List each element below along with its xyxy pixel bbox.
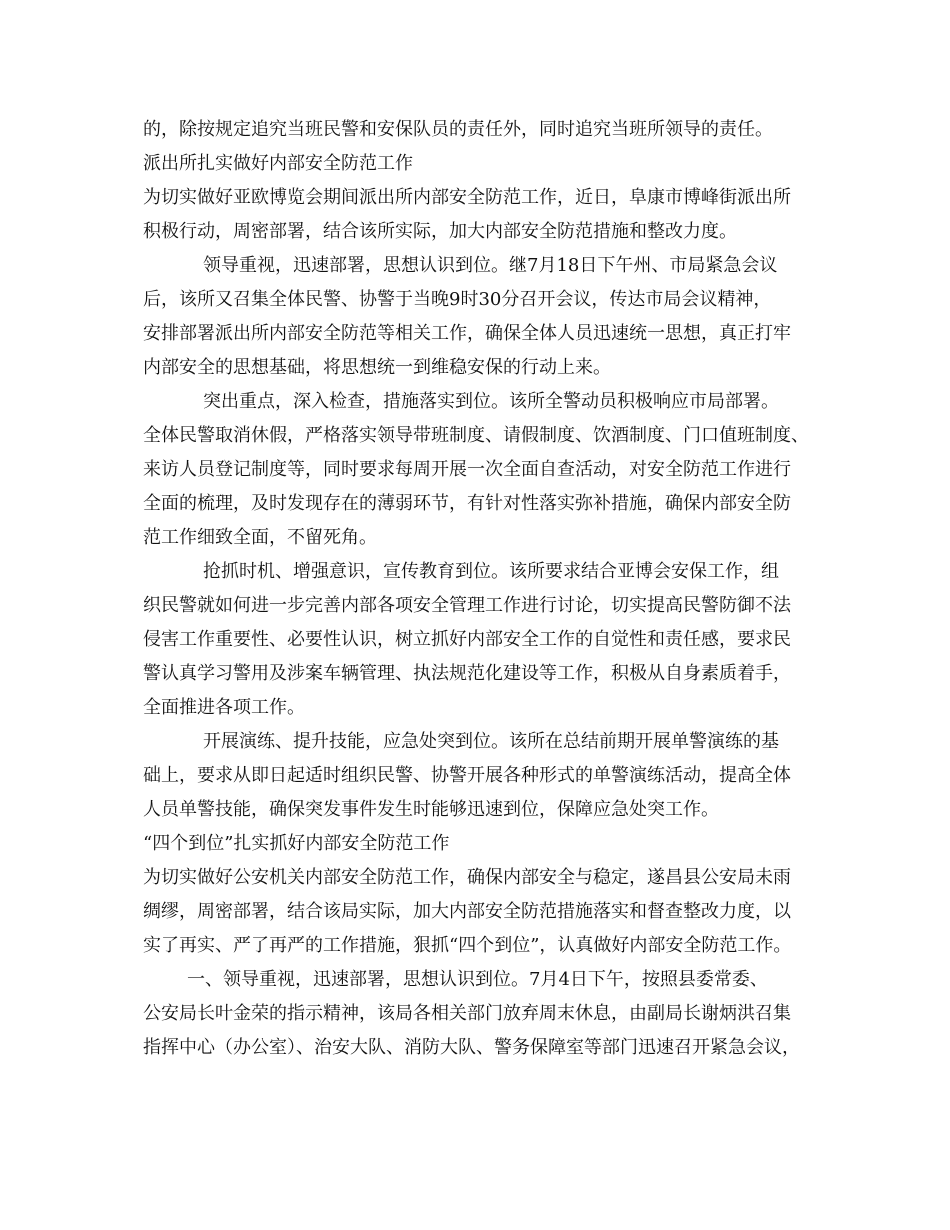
text-line: 全面推进各项工作。: [143, 697, 305, 718]
text-line: 积极行动，周密部署，结合该所实际，加大内部安全防范措施和整改力度。: [143, 221, 737, 242]
text-line: 织民警就如何进一步完善内部各项安全管理工作进行讨论，切实提高民警防御不法: [143, 595, 791, 616]
text-line: 为切实做好亚欧博览会期间派出所内部安全防范工作，近日，阜康市博峰街派出所: [143, 187, 791, 208]
text-line: 为切实做好公安机关内部安全防范工作，确保内部安全与稳定，遂昌县公安局未雨: [143, 867, 791, 888]
text-line: 领导重视，迅速部署，思想认识到位。继7月18日下午州、市局紧急会议: [203, 255, 778, 276]
text-line: 础上，要求从即日起适时组织民警、协警开展各种形式的单警演练活动，提高全体: [143, 765, 791, 786]
text-line: 开展演练、提升技能，应急处突到位。该所在总结前期开展单警演练的基: [203, 731, 779, 752]
text-line: 突出重点，深入检查，措施落实到位。该所全警动员积极响应市局部署。: [203, 391, 779, 412]
text-line: 内部安全的思想基础，将思想统一到维稳安保的行动上来。: [143, 357, 611, 378]
text-line: 人员单警技能，确保突发事件发生时能够迅速到位，保障应急处突工作。: [143, 799, 719, 820]
text-line: 指挥中心（办公室）、治安大队、消防大队、警务保障室等部门迅速召开紧急会议，: [143, 1037, 800, 1058]
section-heading: “四个到位”扎实抓好内部安全防范工作: [143, 833, 450, 854]
text-line: 侵害工作重要性、必要性认识，树立抓好内部安全工作的自觉性和责任感，要求民: [143, 629, 791, 650]
text-line: 来访人员登记制度等，同时要求每周开展一次全面自查活动，对安全防范工作进行: [143, 459, 791, 480]
text-line: 警认真学习警用及涉案车辆管理、执法规范化建设等工作，积极从自身素质着手，: [143, 663, 791, 684]
text-line: 后，该所又召集全体民警、协警于当晚9时30分召开会议，传达市局会议精神，: [143, 289, 772, 310]
text-line: 抢抓时机、增强意识，宣传教育到位。该所要求结合亚博会安保工作，组: [203, 561, 779, 582]
text-line: 的，除按规定追究当班民警和安保队员的责任外，同时追究当班所领导的责任。: [143, 119, 773, 140]
text-line: 公安局长叶金荣的指示精神，该局各相关部门放弃周末休息，由副局长谢炳洪召集: [143, 1003, 791, 1024]
text-line: 实了再实、严了再严的工作措施，狠抓“四个到位”，认真做好内部安全防范工作。: [143, 935, 792, 956]
text-line: 安排部署派出所内部安全防范等相关工作，确保全体人员迅速统一思想，真正打牢: [143, 323, 791, 344]
text-line: 绸缪，周密部署，结合该局实际，加大内部安全防范措施落实和督查整改力度，以: [143, 901, 791, 922]
text-line: 一、领导重视，迅速部署，思想认识到位。7月4日下午，按照县委常委、: [187, 969, 768, 990]
text-line: 范工作细致全面，不留死角。: [143, 527, 377, 548]
text-line: 全面的梳理，及时发现存在的薄弱环节，有针对性落实弥补措施，确保内部安全防: [143, 493, 791, 514]
section-heading: 派出所扎实做好内部安全防范工作: [143, 153, 413, 174]
text-line: 全体民警取消休假，严格落实领导带班制度、请假制度、饮酒制度、门口值班制度、: [143, 425, 809, 446]
document-body: [143, 113, 833, 1065]
